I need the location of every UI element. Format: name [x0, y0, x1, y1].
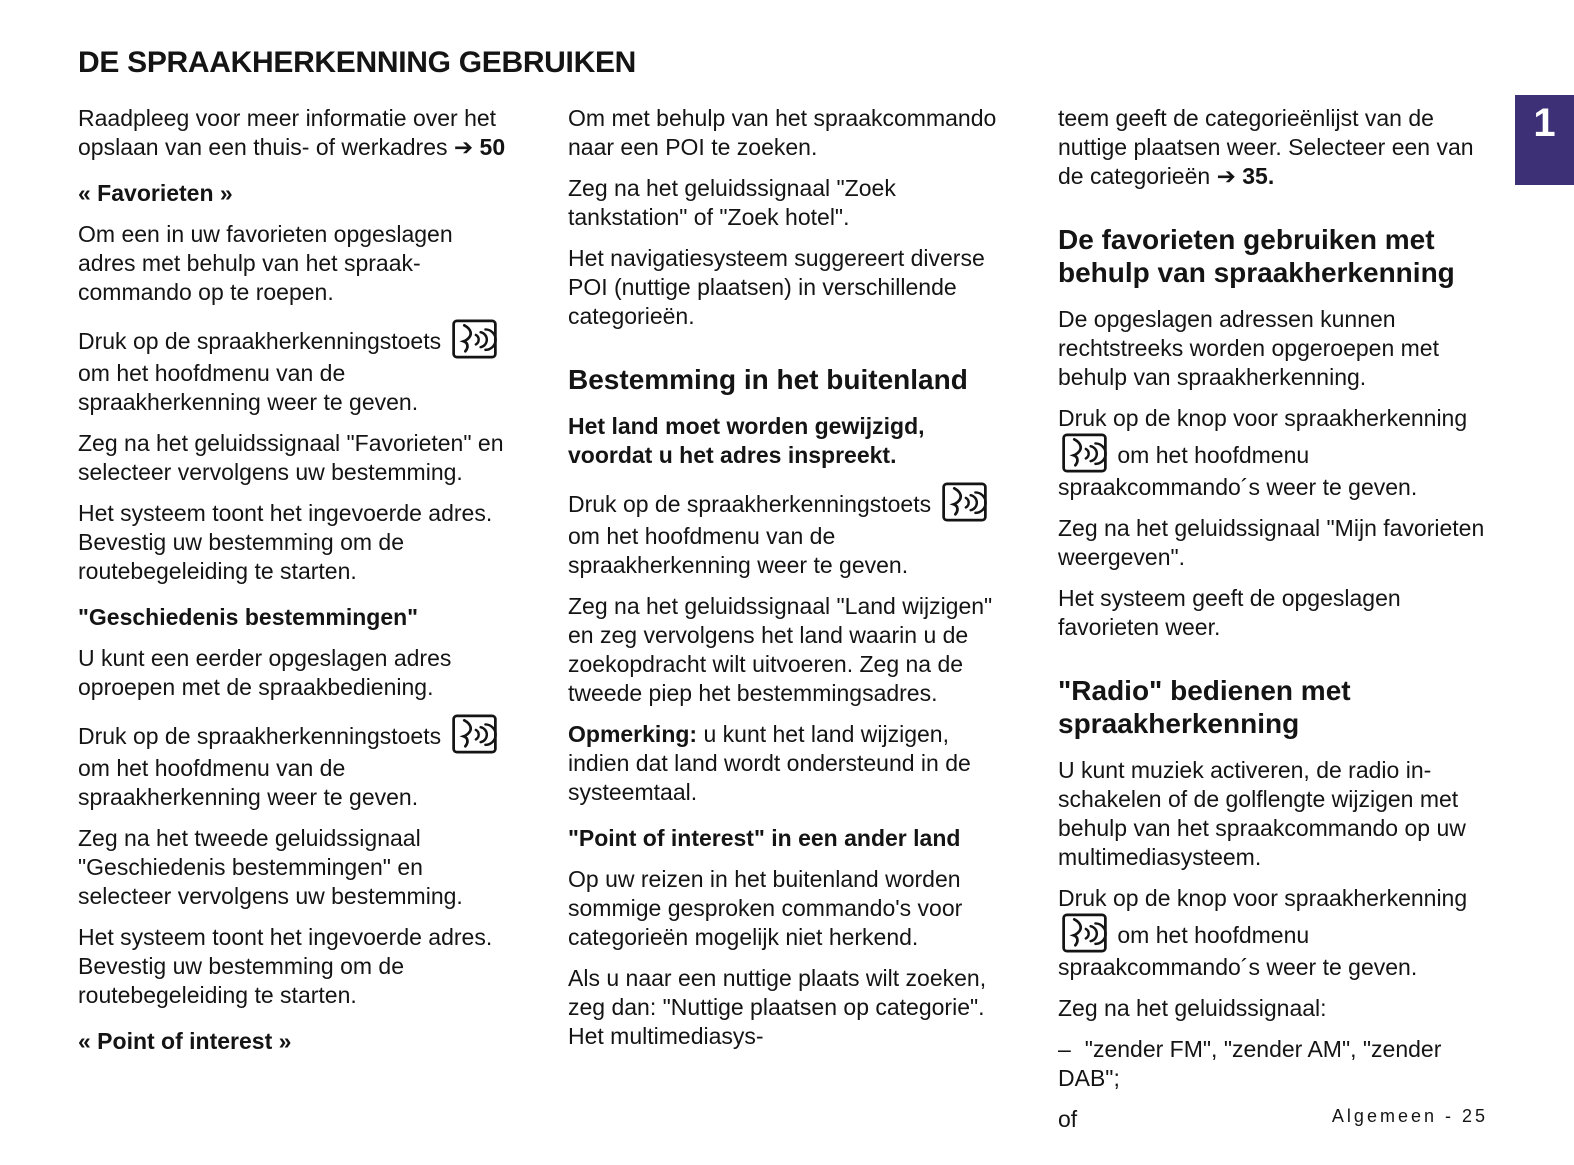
sub-heading: "Point of interest" in een ander land	[568, 825, 961, 851]
voice-recognition-icon	[448, 723, 501, 749]
note-label: Opmerking:	[568, 721, 698, 747]
paragraph-text: Druk op de spraakherkenningstoets	[568, 491, 938, 517]
paragraph-text: Druk op de spraakherkenningstoets	[78, 328, 448, 354]
voice-recognition-icon	[1058, 442, 1111, 468]
list-item-text: "zender FM", "zender AM", "zender DAB";	[1058, 1036, 1442, 1091]
section-heading: "Radio" bedienen met spraakherkenning	[1058, 675, 1351, 739]
paragraph	[1058, 404, 1490, 502]
paragraph: Zeg na het geluidssignaal "Land wijzigen" en zeg vervolgens het land waarin u de zoekopdracht wilt uitvoeren. Zeg na de tweede piep het bestemmingsadres.	[568, 593, 993, 706]
chapter-number: 1	[1533, 101, 1556, 145]
paragraph: U kunt een eerder opgeslagen adres oproepen met de spraakbediening.	[78, 645, 452, 700]
paragraph: Het navigatiesysteem suggereert diverse POI (nuttige plaatsen) in verschillende categorieën.	[568, 245, 985, 329]
list-dash: –	[1058, 1036, 1071, 1062]
page-title: DE SPRAAKHERKENNING GEBRUIKEN	[78, 46, 637, 79]
paragraph	[78, 319, 510, 417]
paragraph	[78, 104, 510, 162]
voice-recognition-icon	[1058, 922, 1111, 948]
content-columns	[78, 104, 1490, 1146]
paragraph: Het systeem toont het ingevoerde adres. Bevestig uw bestemming om de routebegeleiding te starten.	[78, 500, 493, 584]
paragraph: Als u naar een nuttige plaats wilt zoeken, zeg dan: "Nuttige plaatsen op categorie". Het multimediasys-	[568, 965, 987, 1049]
paragraph: Het systeem toont het ingevoerde adres. Bevestig uw bestemming om de routebegeleiding te starten.	[78, 924, 493, 1008]
paragraph-text: om het hoofdmenu van de spraakherkenning weer te geven.	[78, 360, 419, 415]
paragraph: Zeg na het geluidssignaal "Zoek tankstation" of "Zoek hotel".	[568, 175, 896, 230]
paragraph: De opgeslagen adressen kunnen rechtstreeks worden opgeroepen met behulp van spraakherkenning.	[1058, 306, 1439, 390]
paragraph-text: Raadpleeg voor meer informatie over het opslaan van een thuis- of werkadres	[78, 105, 497, 160]
paragraph: Zeg na het geluidssignaal:	[1058, 995, 1327, 1021]
paragraph: Zeg na het geluidssignaal "Mijn favorieten weergeven".	[1058, 515, 1485, 570]
paragraph	[568, 482, 1000, 580]
paragraph	[1058, 884, 1490, 982]
paragraph: Zeg na het geluidssignaal "Favorieten" en selecteer vervolgens uw bestemming.	[78, 430, 504, 485]
paragraph-text: om het hoofdmenu spraakcommando´s weer te geven.	[1058, 442, 1418, 500]
paragraph-text: om het hoofdmenu spraakcommando´s weer te geven.	[1058, 922, 1418, 980]
paragraph-text: u kunt het land wijzigen, indien dat land wordt ondersteund in de systeemtaal.	[568, 721, 971, 805]
chapter-tab	[1515, 95, 1574, 185]
paragraph: Om met behulp van het spraakcommando naar een POI te zoeken.	[568, 105, 997, 160]
paragraph-text: om het hoofdmenu van de spraakherkenning weer te geven.	[568, 523, 909, 578]
sub-heading: « Point of interest »	[78, 1028, 292, 1054]
paragraph: Zeg na het tweede geluidssignaal "Geschiedenis bestemmingen" en selecteer vervolgens uw bestemming.	[78, 825, 463, 909]
list-item	[1058, 1035, 1490, 1093]
sub-heading: « Favorieten »	[78, 180, 233, 206]
paragraph: Om een in uw favorieten opgeslagen adres met behulp van het spraakcommando op te roepen.	[78, 221, 453, 305]
paragraph: Het systeem geeft de opgeslagen favorieten weer.	[1058, 585, 1401, 640]
paragraph-text: teem geeft de categorieënlijst van de nuttige plaatsen weer. Selecteer een van de categorieën	[1058, 105, 1474, 189]
column-1	[78, 104, 510, 1146]
paragraph: Het land moet worden gewijzigd, voordat u het adres inspreekt.	[568, 413, 925, 468]
paragraph	[568, 720, 1000, 807]
sub-heading: "Geschiedenis bestemmingen"	[78, 604, 419, 630]
paragraph	[1058, 104, 1490, 191]
paragraph-text: Druk op de knop voor spraakherkenning	[1058, 885, 1468, 911]
paragraph-text: om het hoofdmenu van de spraakherkenning weer te geven.	[78, 755, 419, 810]
page-reference: ➔ 50	[453, 134, 506, 160]
column-3	[1058, 104, 1490, 1146]
page-reference: ➔ 35.	[1216, 163, 1275, 189]
voice-recognition-icon	[938, 491, 991, 517]
paragraph: of	[1058, 1106, 1078, 1132]
paragraph: U kunt muziek activeren, de radio inschakelen of de golflengte wijzigen met behulp van het spraakcommando op uw multimediasysteem.	[1058, 757, 1466, 870]
column-2	[568, 104, 1000, 1146]
section-heading: De favorieten gebruiken met behulp van spraakherkenning	[1058, 224, 1455, 288]
voice-recognition-icon	[448, 328, 501, 354]
paragraph-text: Druk op de spraakherkenningstoets	[78, 723, 448, 749]
paragraph: Op uw reizen in het buitenland worden sommige gesproken commando's voor categorieën mogelijk niet herkend.	[568, 866, 963, 950]
page-footer: Algemeen - 25	[1331, 1106, 1488, 1126]
section-heading: Bestemming in het buitenland	[568, 364, 968, 395]
paragraph-text: Druk op de knop voor spraakherkenning	[1058, 405, 1468, 431]
paragraph	[78, 714, 510, 812]
